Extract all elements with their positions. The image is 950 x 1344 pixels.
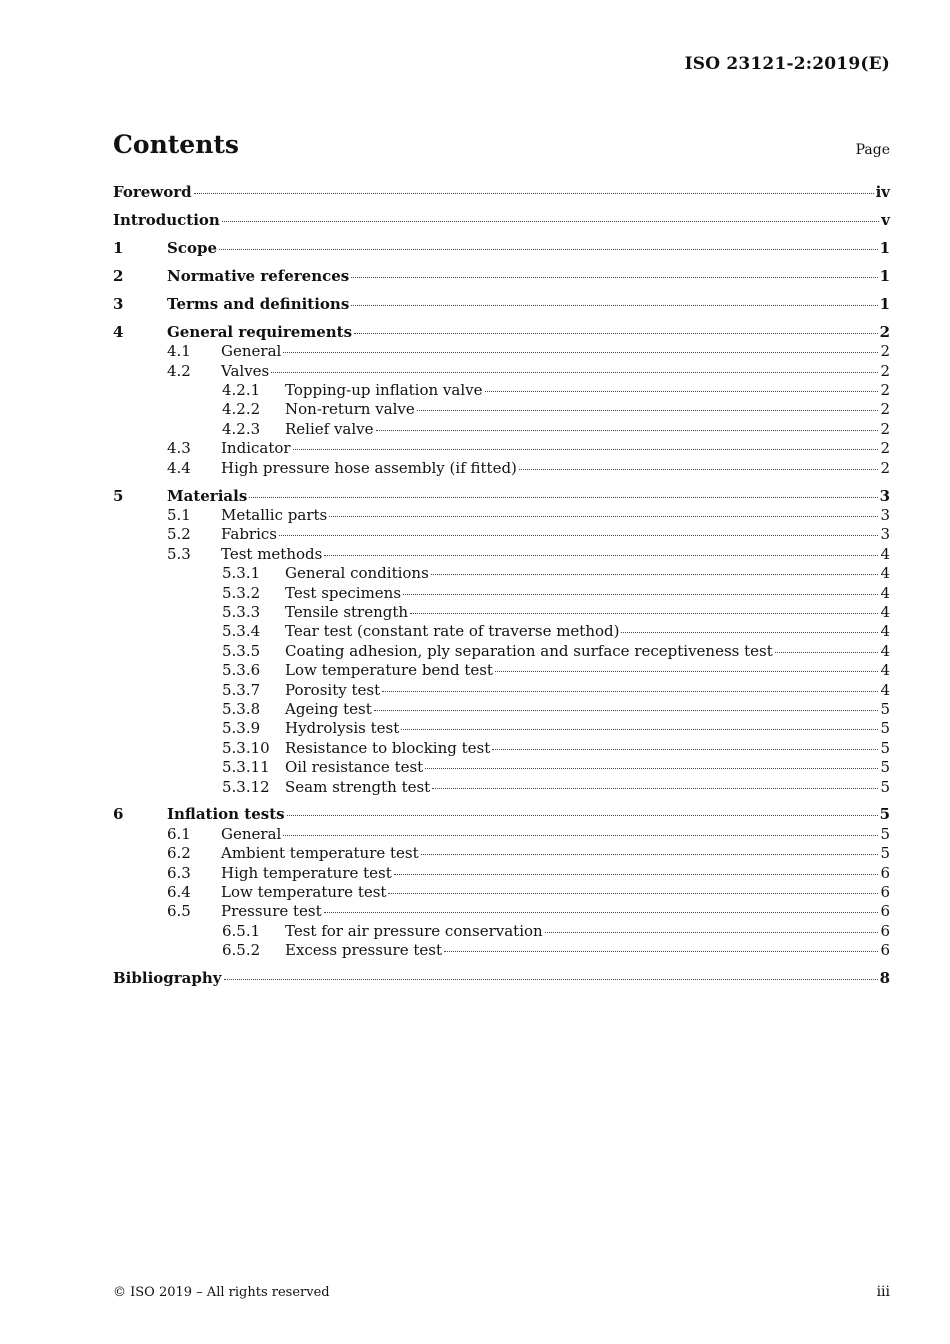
toc-entry-number: 4.4 (167, 458, 191, 477)
dot-leader (351, 305, 877, 306)
toc-entry-title[interactable]: Introduction (113, 210, 220, 229)
toc-entry[interactable] (113, 864, 890, 883)
toc-entry[interactable] (113, 400, 890, 419)
toc-entry-page[interactable]: 3 (879, 486, 890, 505)
dot-leader (222, 221, 879, 222)
toc-entry-page[interactable]: 6 (880, 921, 890, 940)
toc-entry-page[interactable]: 1 (879, 238, 890, 257)
toc-entry-title[interactable]: General (221, 824, 282, 843)
toc-entry-title[interactable]: Tear test (constant rate of traverse method) (285, 622, 620, 641)
toc-entry[interactable] (113, 844, 890, 863)
toc-entry-number: 4.2.1 (222, 381, 261, 400)
dot-leader (382, 691, 878, 692)
toc-entry[interactable] (113, 362, 890, 381)
toc-entry-number: 6.5 (167, 902, 191, 921)
toc-entry-number: 5.3 (167, 544, 191, 563)
toc-entry[interactable] (113, 506, 890, 525)
toc-entry-page[interactable]: 5 (880, 719, 890, 738)
toc-entry[interactable] (113, 825, 890, 844)
toc-entry-number: 5.3.6 (222, 661, 261, 680)
dot-leader (495, 671, 878, 672)
toc-entry-title[interactable]: Foreword (113, 183, 192, 201)
toc-entry-number: 6.4 (167, 883, 191, 902)
toc-entry-title[interactable]: Materials (167, 486, 248, 505)
toc-entry-title[interactable]: Valves (221, 361, 270, 380)
toc-entry-page[interactable]: 4 (880, 544, 890, 563)
toc-entry-number: 5 (113, 486, 124, 505)
dot-leader (351, 277, 877, 278)
dot-leader (394, 874, 879, 875)
toc-entry-page[interactable]: 4 (880, 564, 890, 583)
toc-entry-page[interactable]: 5 (880, 844, 890, 863)
toc-entry[interactable] (113, 969, 890, 988)
dot-leader (410, 613, 878, 614)
dot-leader (271, 372, 878, 373)
toc-entry[interactable] (113, 564, 890, 583)
toc-entry-page[interactable]: 2 (880, 439, 890, 458)
toc-entry-page[interactable]: 4 (880, 583, 890, 602)
dot-leader (432, 788, 878, 789)
dot-leader (444, 951, 878, 952)
toc-entry[interactable] (113, 778, 890, 797)
toc-entry-title[interactable]: Ageing test (285, 699, 372, 718)
toc-entry[interactable] (113, 584, 890, 603)
toc-entry-number: 6.5.1 (222, 921, 261, 940)
toc-entry-page[interactable]: 5 (880, 738, 890, 757)
toc-entry-number: 5.3.12 (222, 777, 270, 796)
toc-entry[interactable] (113, 805, 890, 824)
toc-entry-number: 6.5.2 (222, 941, 261, 960)
toc-entry-title[interactable]: Porosity test (285, 680, 381, 699)
toc-entry-page[interactable]: 2 (880, 361, 890, 380)
toc-entry-page[interactable]: 2 (880, 458, 890, 477)
toc-entry-number: 2 (113, 266, 124, 285)
footer-page-number: iii (876, 1284, 890, 1300)
toc-entry-title[interactable]: Test specimens (285, 583, 402, 602)
toc-entry-title[interactable]: Oil resistance test (285, 758, 424, 777)
toc-entry-title[interactable]: Terms and definitions (167, 294, 350, 313)
toc-entry-number: 4 (113, 322, 124, 341)
toc-entry-number: 5.3.11 (222, 758, 270, 777)
toc-entry-title[interactable]: Test methods (221, 544, 323, 563)
toc-entry[interactable] (113, 681, 890, 700)
toc-entry-title[interactable]: High pressure hose assembly (if fitted) (221, 458, 517, 477)
contents-title: Contents (113, 130, 240, 159)
toc-entry-page[interactable]: 1 (879, 266, 890, 285)
toc-entry-title[interactable]: Inflation tests (167, 805, 285, 824)
toc-entry-page[interactable]: 5 (880, 758, 890, 777)
toc-entry[interactable] (113, 545, 890, 564)
toc-entry-number: 4.3 (167, 439, 191, 458)
toc-entry-number: 4.2.2 (222, 400, 261, 419)
toc-entry-title[interactable]: Test for air pressure conservation (285, 921, 543, 940)
toc-entry-title[interactable]: Pressure test (221, 902, 322, 921)
toc-entry-number: 5.3.1 (222, 564, 261, 583)
toc-entry-number: 5.3.8 (222, 699, 261, 718)
toc-entry-page[interactable]: 6 (880, 883, 890, 902)
toc-entry-title[interactable]: Normative references (167, 266, 350, 285)
dot-leader (283, 352, 878, 353)
toc-entry-title[interactable]: General conditions (285, 564, 429, 583)
toc-entry[interactable] (113, 439, 890, 458)
page-column-label: Page (855, 142, 890, 158)
copyright-notice: © ISO 2019 – All rights reserved (113, 1285, 330, 1300)
toc-entry-number: 4.1 (167, 342, 191, 361)
toc-entry-title[interactable]: Metallic parts (221, 506, 328, 525)
toc-entry[interactable] (113, 700, 890, 719)
toc-entry-number: 4.2.3 (222, 419, 261, 438)
toc-entry[interactable] (113, 883, 890, 902)
dot-leader (354, 333, 878, 334)
dot-leader (425, 768, 878, 769)
toc-entry-title[interactable]: Bibliography (113, 969, 222, 988)
toc-entry-page[interactable]: 4 (880, 641, 890, 660)
toc-entry-page[interactable]: 5 (880, 824, 890, 843)
dot-leader (421, 854, 879, 855)
toc-entry-number: 5.3.3 (222, 602, 261, 621)
dot-leader (545, 932, 879, 933)
toc-entry[interactable] (113, 295, 890, 314)
toc-entry-title[interactable]: Excess pressure test (285, 941, 443, 960)
toc-entry-title[interactable]: Fabrics (221, 525, 278, 544)
toc-entry-title[interactable]: Tensile strength (285, 602, 409, 621)
toc-entry-title[interactable]: Low temperature bend test (285, 661, 493, 680)
toc-entry-title[interactable]: General requirements (167, 322, 353, 341)
toc-entry-title[interactable]: High temperature test (221, 863, 392, 882)
toc-entry[interactable] (113, 739, 890, 758)
dot-leader (293, 449, 879, 450)
toc-entry-page[interactable]: 5 (880, 777, 890, 796)
toc-entry-title[interactable]: Seam strength test (285, 777, 431, 796)
toc-entry-page[interactable]: 6 (880, 863, 890, 882)
toc-entry[interactable] (113, 342, 890, 361)
toc-entry-number: 6.2 (167, 844, 191, 863)
toc-entry-number: 5.2 (167, 525, 191, 544)
dot-leader (485, 391, 879, 392)
toc-entry-page[interactable]: 2 (879, 322, 890, 341)
toc-entry-page[interactable]: 4 (880, 622, 890, 641)
toc-entry-page[interactable]: 6 (880, 941, 890, 960)
toc-entry-number: 1 (113, 238, 124, 257)
dot-leader (324, 555, 878, 556)
toc-entry-number: 5.3.7 (222, 680, 261, 699)
toc-entry-page[interactable]: 5 (880, 699, 890, 718)
dot-leader (279, 535, 878, 536)
toc-entry[interactable] (113, 661, 890, 680)
dot-leader (519, 469, 879, 470)
dot-leader (324, 912, 879, 913)
toc-entry-page[interactable]: iv (875, 183, 890, 201)
toc-entry[interactable] (113, 941, 890, 960)
table-of-contents (113, 183, 890, 989)
toc-entry-title[interactable]: Indicator (221, 439, 291, 458)
toc-entry-page[interactable]: 3 (880, 506, 890, 525)
toc-entry[interactable] (113, 622, 890, 641)
toc-entry-number: 3 (113, 294, 124, 313)
toc-entry-title[interactable]: Coating adhesion, ply separation and surface receptiveness test (285, 641, 773, 660)
toc-entry[interactable] (113, 420, 890, 439)
toc-entry-title[interactable]: Hydrolysis test (285, 719, 400, 738)
dot-leader (329, 516, 878, 517)
dot-leader (376, 430, 879, 431)
toc-entry-page[interactable]: 2 (880, 400, 890, 419)
toc-entry-title[interactable]: Resistance to blocking test (285, 738, 491, 757)
dot-leader (224, 979, 878, 980)
toc-entry-page[interactable]: 3 (880, 525, 890, 544)
toc-entry[interactable] (113, 381, 890, 400)
toc-entry[interactable] (113, 603, 890, 622)
toc-entry-number: 5.3.5 (222, 641, 261, 660)
dot-leader (492, 749, 878, 750)
toc-entry[interactable] (113, 267, 890, 286)
toc-entry[interactable] (113, 719, 890, 738)
dot-leader (287, 815, 878, 816)
toc-entry[interactable] (113, 459, 890, 478)
dot-leader (283, 835, 878, 836)
document-reference: ISO 23121-2:2019(E) (684, 54, 890, 74)
toc-entry-number: 5.3.2 (222, 583, 261, 602)
toc-entry-title[interactable]: Topping-up inflation valve (285, 381, 483, 400)
toc-entry-page[interactable]: 6 (880, 902, 890, 921)
toc-entry[interactable] (113, 758, 890, 777)
toc-entry-title[interactable]: Scope (167, 238, 218, 257)
toc-entry-number: 5.3.10 (222, 738, 270, 757)
toc-entry-title[interactable]: Low temperature test (221, 883, 387, 902)
toc-entry-page[interactable]: 1 (879, 294, 890, 313)
toc-entry[interactable] (113, 525, 890, 544)
toc-entry-page[interactable]: v (881, 210, 890, 229)
dot-leader (388, 893, 878, 894)
dot-leader (374, 710, 879, 711)
toc-entry[interactable] (113, 922, 890, 941)
dot-leader (403, 594, 878, 595)
toc-entry-number: 6 (113, 805, 124, 824)
toc-entry-number: 6.1 (167, 824, 191, 843)
dot-leader (249, 497, 877, 498)
dot-leader (194, 193, 874, 194)
dot-leader (775, 652, 879, 653)
toc-entry-number: 4.2 (167, 361, 191, 380)
toc-entry[interactable] (113, 211, 890, 230)
toc-entry-page[interactable]: 2 (880, 381, 890, 400)
toc-entry[interactable] (113, 239, 890, 258)
toc-entry-number: 5.1 (167, 506, 191, 525)
toc-entry-page[interactable]: 5 (879, 805, 890, 824)
dot-leader (621, 632, 878, 633)
toc-entry[interactable] (113, 183, 890, 202)
toc-entry-number: 5.3.9 (222, 719, 261, 738)
toc-entry-title[interactable]: Non-return valve (285, 400, 415, 419)
toc-entry-title[interactable]: Ambient temperature test (221, 844, 419, 863)
toc-entry-number: 6.3 (167, 863, 191, 882)
toc-entry[interactable] (113, 642, 890, 661)
toc-entry-page[interactable]: 4 (880, 661, 890, 680)
dot-leader (431, 574, 879, 575)
toc-entry[interactable] (113, 323, 890, 342)
dot-leader (219, 249, 878, 250)
toc-entry-title[interactable]: Relief valve (285, 419, 374, 438)
toc-entry[interactable] (113, 902, 890, 921)
toc-entry[interactable] (113, 487, 890, 506)
dot-leader (401, 729, 878, 730)
toc-entry-page[interactable]: 4 (880, 602, 890, 621)
toc-entry-title[interactable]: General (221, 342, 282, 361)
toc-entry-number: 5.3.4 (222, 622, 261, 641)
toc-entry-page[interactable]: 2 (880, 419, 890, 438)
dot-leader (417, 410, 879, 411)
toc-entry-page[interactable]: 2 (880, 342, 890, 361)
toc-entry-page[interactable]: 8 (879, 969, 890, 988)
toc-entry-page[interactable]: 4 (880, 680, 890, 699)
